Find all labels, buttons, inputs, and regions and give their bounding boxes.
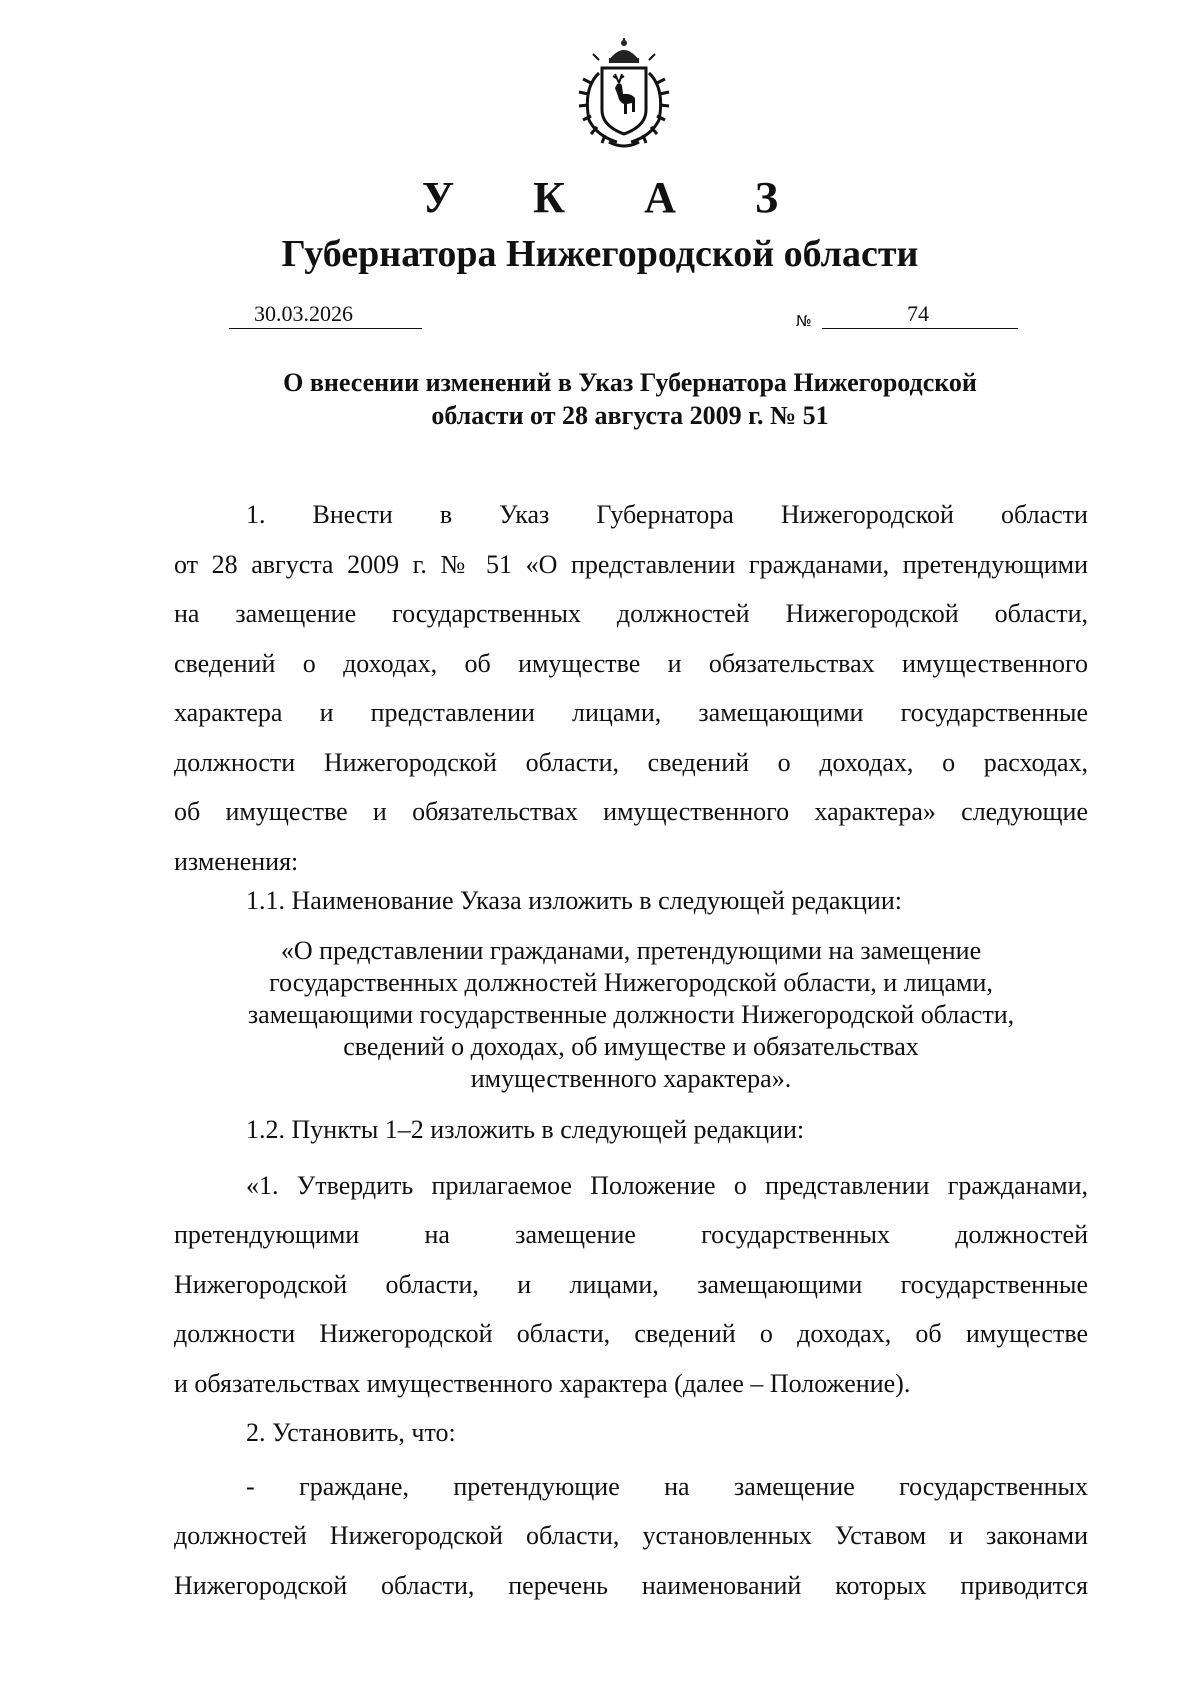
word: Указ	[499, 500, 550, 529]
word: -	[246, 1471, 255, 1501]
paragraph-line: должности Нижегородской области, сведений о доходах, о расходах,	[174, 747, 1088, 777]
paragraph-1-2	[174, 1105, 1088, 1408]
word: государственных	[899, 1471, 1088, 1501]
word: Нижегородской	[780, 500, 954, 529]
paragraph-line: 1.1. Наименование Указа изложить в следующей редакции:	[246, 886, 902, 915]
word: на	[664, 1471, 690, 1501]
word: государственных	[701, 1220, 890, 1249]
paragraph-line	[174, 1210, 1088, 1260]
paragraph-2	[174, 1408, 1088, 1610]
word: Внести	[312, 500, 393, 529]
paragraph-line: 1.2. Пункты 1–2 изложить в следующей редакции:	[246, 1115, 805, 1144]
paragraph-line: должности Нижегородской области, сведений о доходах, об имуществе	[174, 1319, 1088, 1348]
date-field	[229, 302, 422, 329]
quote-line: «О представлении гражданами, претендующими на замещение	[280, 936, 982, 965]
paragraph-line	[174, 490, 1088, 540]
word: граждане,	[299, 1471, 409, 1501]
word: претендующими	[174, 1220, 360, 1249]
document-number: 74	[907, 301, 929, 326]
word: замещение	[734, 1471, 855, 1501]
quote-line: замещающими государственные должности Нижегородской области,	[247, 1000, 1015, 1029]
paragraph-line: на замещение государственных должностей Нижегородской области,	[174, 599, 1088, 628]
coat-of-arms-icon	[569, 38, 679, 150]
quote-line: государственных должностей Нижегородской области, и лицами,	[269, 968, 993, 997]
issuer-title: Губернатора Нижегородской области	[281, 233, 919, 275]
paragraph-1-1	[174, 876, 1088, 926]
word: замещение	[515, 1220, 636, 1249]
word: 1.	[246, 500, 266, 529]
paragraph-line: от 28 августа 2009 г. № 51 «О представлении гражданами, претендующими	[174, 549, 1088, 579]
paragraph-line: характера и представлении лицами, замещающими государственные	[174, 698, 1088, 727]
word: в	[439, 500, 453, 529]
number-sign: №	[796, 312, 812, 330]
subject-line: области от 28 августа 2009 г. № 51	[431, 401, 829, 430]
document-subject	[170, 366, 1090, 432]
paragraph-line: Нижегородской области, и лицами, замещающими государственные	[174, 1269, 1088, 1299]
number-field	[822, 302, 1018, 329]
quote-line: сведений о доходах, об имуществе и обязательствах	[343, 1032, 919, 1061]
paragraph-line: и обязательствах имущественного характера (далее – Положение).	[174, 1368, 911, 1398]
document-date: 30.03.2026	[254, 301, 353, 326]
quote-line: имущественного характера».	[470, 1064, 792, 1093]
paragraph-line: Нижегородской области, перечень наименований которых приводится	[174, 1570, 1088, 1600]
paragraph-line	[174, 1462, 1088, 1512]
document-type: У К А З	[421, 173, 813, 222]
paragraph-line: 2. Установить, что:	[246, 1418, 456, 1447]
paragraph-line: «1. Утвердить прилагаемое Положение о представлении гражданами,	[246, 1170, 1088, 1200]
paragraph-1	[174, 490, 1088, 886]
word: Губернатора	[596, 500, 734, 529]
paragraph-line: об имуществе и обязательствах имущественного характера» следующие	[174, 797, 1088, 826]
word: области	[1001, 500, 1088, 529]
paragraph-line: должностей Нижегородской области, установленных Уставом и законами	[174, 1521, 1088, 1550]
subject-line: О внесении изменений в Указ Губернатора Нижегородской	[283, 368, 977, 397]
paragraph-line: изменения:	[174, 846, 299, 876]
word: на	[424, 1220, 450, 1249]
word: претендующие	[453, 1471, 620, 1501]
new-title-quote	[174, 935, 1088, 1095]
word: должностей	[955, 1220, 1088, 1249]
paragraph-line: сведений о доходах, об имуществе и обязательствах имущественного	[174, 648, 1088, 678]
